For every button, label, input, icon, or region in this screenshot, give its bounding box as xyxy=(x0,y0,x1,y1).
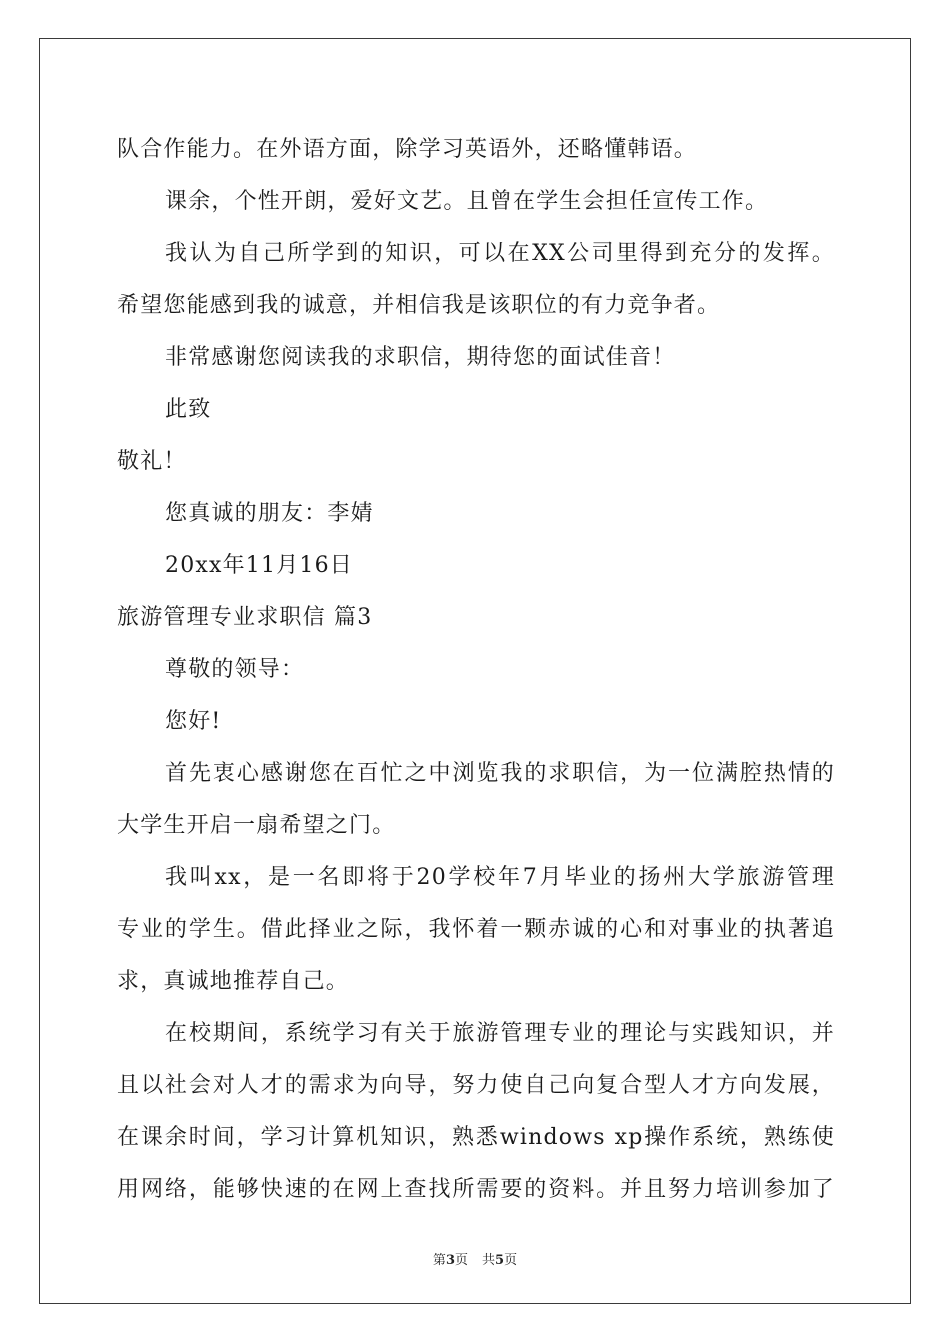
page-prefix: 第 xyxy=(432,1253,446,1268)
closing-salutation: 此致 xyxy=(165,397,212,422)
signature-line: 您真诚的朋友：李婧 xyxy=(165,501,374,526)
total-prefix: 共 xyxy=(482,1253,496,1268)
paragraph-line: 希望您能感到我的诚意，并相信我是该职位的有力竞争者。 xyxy=(117,293,721,318)
paragraph-line: 专业的学生。借此择业之际，我怀着一颗赤诚的心和对事业的执著追 xyxy=(117,917,835,942)
page-current: 3 xyxy=(445,1253,455,1268)
total-suffix: 页 xyxy=(504,1253,518,1268)
greeting-line: 您好! xyxy=(165,709,222,734)
closing-regards: 敬礼！ xyxy=(117,449,187,474)
paragraph-line: 首先衷心感谢您在百忙之中浏览我的求职信，为一位满腔热情的 xyxy=(165,761,835,786)
paragraph-line: 在校期间，系统学习有关于旅游管理专业的理论与实践知识，并 xyxy=(165,1021,835,1046)
greeting-line: 尊敬的领导： xyxy=(165,657,305,682)
paragraph-line: 在课余时间，学习计算机知识，熟悉windows xp操作系统，熟练使 xyxy=(117,1125,835,1150)
section-heading: 旅游管理专业求职信 篇3 xyxy=(117,605,373,630)
paragraph-line: 且以社会对人才的需求为向导，努力使自己向复合型人才方向发展， xyxy=(117,1073,835,1098)
page-total: 5 xyxy=(495,1253,505,1268)
paragraph-line: 用网络，能够快速的在网上查找所需要的资料。并且努力培训参加了 xyxy=(117,1177,835,1202)
letter-body xyxy=(117,124,835,1216)
paragraph-line: 大学生开启一扇希望之门。 xyxy=(117,813,396,838)
paragraph-line: 非常感谢您阅读我的求职信，期待您的面试佳音！ xyxy=(165,345,676,370)
page-suffix: 页 xyxy=(454,1253,468,1268)
paragraph-line: 求，真诚地推荐自己。 xyxy=(117,969,350,994)
paragraph-line: 队合作能力。在外语方面，除学习英语外，还略懂韩语。 xyxy=(117,137,698,162)
paragraph-line: 我叫xx，是一名即将于20学校年7月毕业的扬州大学旅游管理 xyxy=(165,865,835,890)
paragraph-line: 课余，个性开朗，爱好文艺。且曾在学生会担任宣传工作。 xyxy=(165,189,769,214)
paragraph-line: 我认为自己所学到的知识，可以在XX公司里得到充分的发挥。 xyxy=(165,241,835,266)
page-footer xyxy=(0,1249,950,1268)
date-line: 20xx年11月16日 xyxy=(165,553,353,578)
